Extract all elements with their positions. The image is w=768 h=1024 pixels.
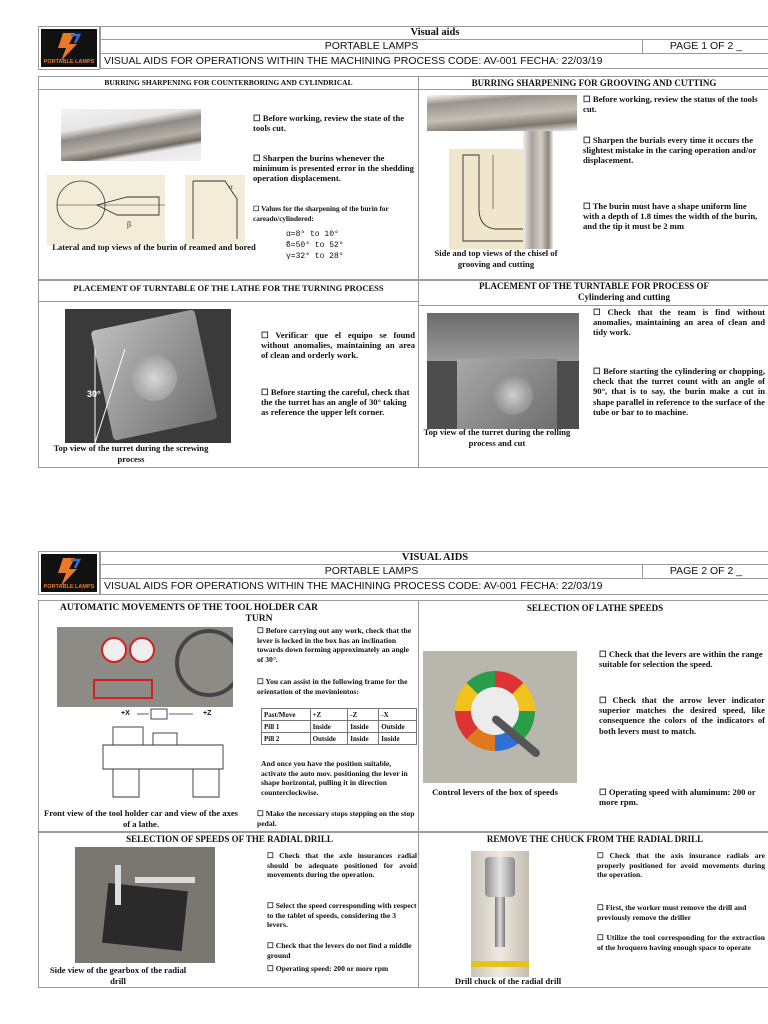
logo-text: PORTABLE LAMPS [43,584,95,590]
instruction-4: ☐ Make the necessary stops stepping on the stop pedal. [257,809,415,828]
axis-z-label: +Z [203,710,212,717]
company-logo [41,554,97,592]
speed-box-photo [423,651,577,783]
gearbox-photo [75,847,215,963]
section-title: SELECTION OF LATHE SPEEDS [526,603,664,613]
instruction-3: And once you have the position suitable, activate the auto mov. positioning the lever in shape horizontal, pulling it in direction counterclockwise. [261,759,408,797]
chisel-diagram [449,149,533,249]
section-title: REMOVE THE CHUCK FROM THE RADIAL DRILL [486,834,704,844]
axis-x-label: +X [121,710,130,717]
instruction-3: ☐ Operating speed with aluminum: 200 or more rpm. [599,787,756,808]
table-cell: Outside [310,733,348,745]
table-cell: Inside [379,733,417,745]
figure-caption: Top view of the turret during the rolling process and cut [423,427,571,448]
section-turntable-cylindering [418,280,768,468]
instruction-1: ☐ Check that the levers are within the range suitable for selection the speed. [599,649,763,670]
instruction-2: ☐ First, the worker must remove the drill and previously remove the driller [597,903,747,922]
figure-caption: Top view of the turret during the screwing process [53,443,209,464]
figure-caption: Lateral and top views of the burin of reamed and bored [52,242,256,252]
table-header: +Z [310,709,348,721]
instruction-1: ☐ Before working, review the status of the tools cut. [583,94,758,115]
section-title: SELECTION OF SPEEDS OF THE RADIAL DRILL [126,834,333,844]
section-burin-counterboring [38,76,419,280]
instruction-1: ☐ Before working, review the state of the tools cut. [253,113,405,134]
instruction-3: ☐ Check that the levers do not find a middle ground [267,941,412,960]
burin-photo [61,109,201,161]
movement-table [261,708,417,745]
section-title: BURRING SHARPENING FOR GROOVING AND CUTTING [418,76,768,90]
section-lathe-speeds [418,600,768,832]
code-line: VISUAL AIDS FOR OPERATIONS WITHIN THE MACHINING PROCESS CODE: AV-001 FECHA: 22/03/19 [100,53,768,69]
instruction-2: ☐ Before starting the careful, check that the the turret has an angle of 30° taking as reference the upper left corner. [261,387,410,418]
doc-title: VISUAL AIDS [100,551,768,565]
figure-caption: Side view of the gearbox of the radial drill [49,965,187,986]
instruction-2: ☐ Sharpen the burins whenever the minimum is presented error in the shedding operation displacement. [253,153,414,184]
turret-photo [65,309,231,443]
table-cell: Inside [348,733,379,745]
instruction-2: ☐ You can assist in the following frame for the orientation of the movimientos: [257,677,408,696]
logo-text: PORTABLE LAMPS [43,59,95,65]
instruction-1: ☐ Check that the team is find without anomalies, maintaining an area of clean and tidy work. [593,307,765,338]
section-title: PLACEMENT OF THE TURNTABLE FOR PROCESS OF [478,281,710,291]
table-cell: Pill 1 [262,721,311,733]
instruction-1: ☐ Verificar que el equipo se found without anomalies, maintaining an area of clean and orderly work. [261,330,415,361]
section-subtitle: Cylindering and cutting [577,292,671,302]
chisel-photo [427,95,577,131]
table-cell: Inside [348,721,379,733]
figure-caption: Side and top views of the chisel of grooving and cutting [434,248,558,269]
chisel-side-photo [523,131,553,249]
turret-rolling-photo [427,313,579,429]
svg-text:α: α [229,183,233,191]
section-remove-chuck [418,832,768,988]
tool-holder-photo [57,627,233,707]
section-title-2: TURN [245,614,273,624]
instruction-1: ☐ Check that the axis insurance radials are properly positioned for avoid movements during the operation. [597,851,765,879]
logo-cell [38,26,100,70]
section-tool-holder-movements [38,600,419,832]
angle-label: 30° [87,389,101,399]
angle-beta: ϐ=50° to 52° [286,241,344,250]
instruction-3: ☐ Values for the sharpening of the burin for careado/cylindered: [253,205,389,223]
section-title: BURRING SHARPENING FOR COUNTERBORING AND CYLINDRICAL [38,76,419,90]
code-line: VISUAL AIDS FOR OPERATIONS WITHIN THE MACHINING PROCESS CODE: AV-001 FECHA: 22/03/19 [100,578,768,595]
section-title-box [418,280,768,306]
instruction-3: ☐ Utilize the tool corresponding for the extraction of the broquero having enough space to operate [597,933,765,952]
instruction-2: ☐ Before starting the cylindering or chopping, check that the turret count with an angle of 90°, that is to say, the burin make a cut in shape parallel in reference to the surface of the tube or bar to to machine. [593,366,765,417]
figure-caption: Drill chuck of the radial drill [454,976,562,986]
lathe-diagram [93,705,243,805]
table-row [262,733,417,745]
table-header: -Z [348,709,379,721]
svg-text:β: β [127,220,132,229]
figure-caption: Control levers of the box of speeds [432,787,558,797]
table-header: Past/Move [262,709,311,721]
instruction-4: ☐ Operating speed: 200 or more rpm [267,964,389,973]
table-row [262,721,417,733]
section-burin-grooving [418,76,768,280]
section-title: AUTOMATIC MOVEMENTS OF THE TOOL HOLDER CAR [60,603,318,613]
table-cell: Outside [379,721,417,733]
section-title: PLACEMENT OF TURNTABLE OF THE LATHE FOR THE TURNING PROCESS [38,280,419,302]
page-number: PAGE 2 OF 2 _ [642,564,768,579]
section-turntable-turning [38,280,419,468]
instruction-2: ☐ Select the speed corresponding with respect to the tablet of speeds, considering the 3 levers. [267,901,417,929]
angle-alpha: α=8° to 10° [286,230,339,239]
instruction-2: ☐ Check that the arrow lever indicator superior matches the desired speed, like consequence the colors of the indicators of both levers must to match. [599,695,765,736]
instruction-3: ☐ The burin must have a shape uniform line with a depth of 1.8 times the width of the burin, and the tip it must be 2 mm [583,201,758,232]
page-number: PAGE 1 OF 2 _ [642,39,768,54]
chuck-photo [471,851,529,977]
doc-title: Visual aids [100,26,768,40]
table-cell: Pill 2 [262,733,311,745]
instruction-1: ☐ Before carrying out any work, check that the lever is locked in the box has an inclination towards down forming approximately an angle of 30°. [257,626,412,664]
table-cell: Inside [310,721,348,733]
doc-subtitle: PORTABLE LAMPS [100,39,643,54]
burin-top-diagram [185,175,245,245]
doc-subtitle: PORTABLE LAMPS [100,564,643,579]
figure-caption: Front view of the tool holder car and view of the axes of a lathe. [43,808,239,829]
angle-gamma: γ=32° to 28° [286,252,344,261]
table-header: -X [379,709,417,721]
burin-side-diagram [47,175,165,245]
logo-cell [38,551,100,595]
instruction-1: ☐ Check that the axle insurances radial should be adequate positioned for avoid movements during the operation. [267,851,417,879]
section-radial-drill-speeds [38,832,419,988]
instruction-2: ☐ Sharpen the burials every time it occurs the slightest mistake in the caring operation and/or displacement. [583,135,757,166]
company-logo [41,29,97,67]
